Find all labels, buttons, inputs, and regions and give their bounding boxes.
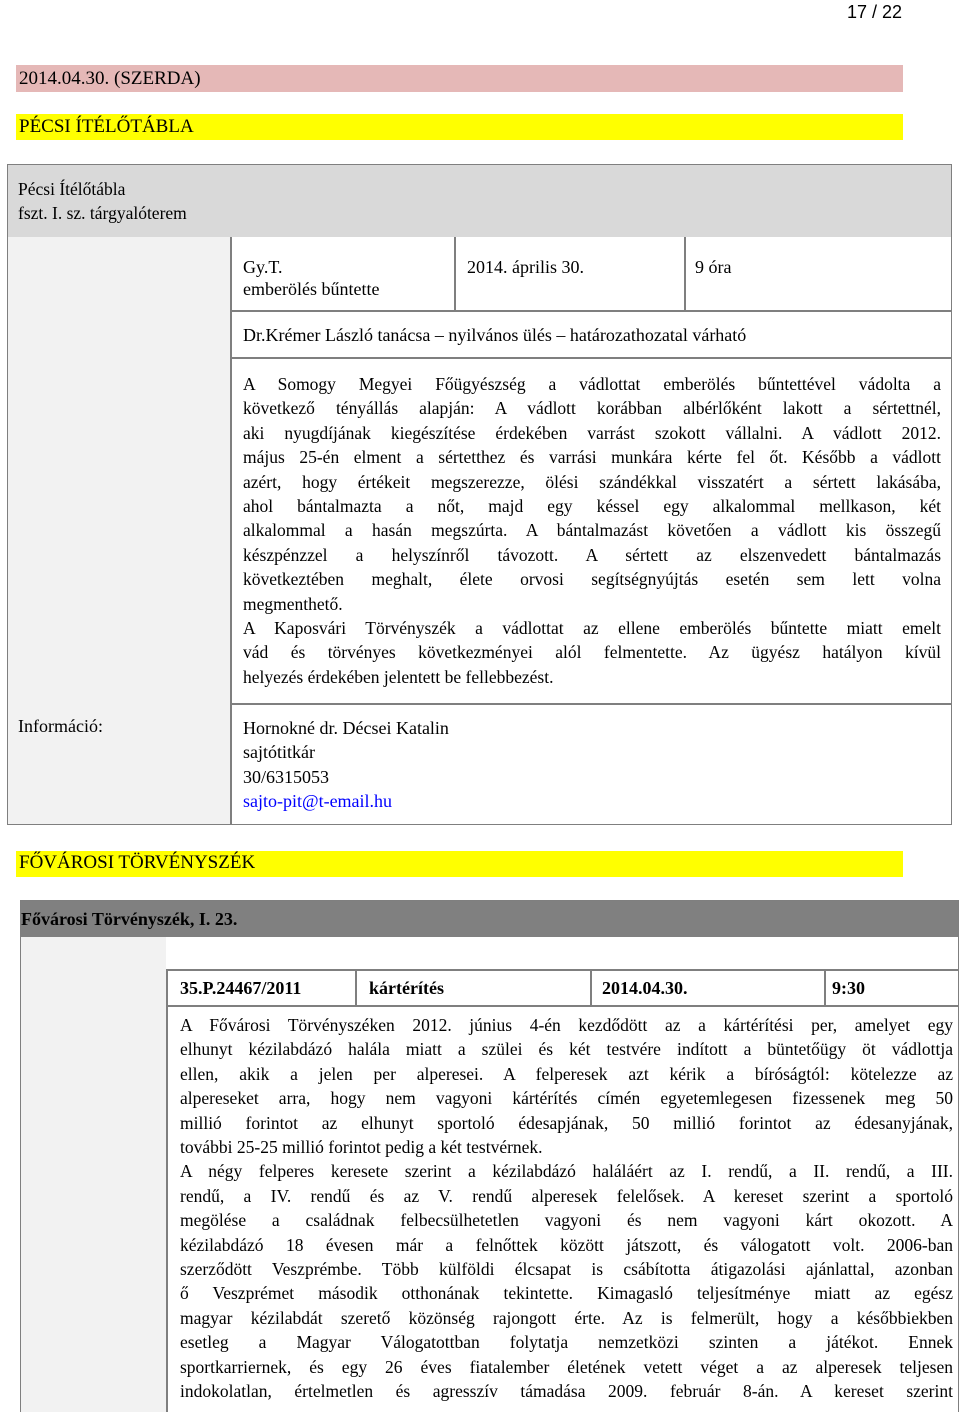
text-line: alkalommal a hasán megszúrta. A bántalmazást követően a vádlott kis összegű [243,520,941,541]
page-number: 17 / 22 [846,2,902,22]
text-line: azért, hogy értékeit megszerezze, ölési szándékkal visszatért a sértett lakásába, [243,471,941,492]
contact-role: sajtótitkár [243,742,315,763]
cell-divider [684,237,686,311]
location2-header [21,901,958,937]
case-name-line2: emberölés bűntette [243,279,380,299]
text-line: május 25-én elment a sértetthez és varrási munkára kérte fel őt. Később a vádlott [243,447,941,468]
text-line: következtében meghalt, élete orvosi segítségnyújtás esetén sem lett volna [243,569,941,590]
text-line: A Fővárosi Törvényszéken 2012. június 4-én kezdődött az a kártérítési per, amelyet egy [180,1015,953,1035]
court-heading: PÉCSI ÍTÉLŐTÁBLA [19,116,194,137]
text-line: A négy felperes keresete szerint a kézilabdázó haláláért az I. rendű, a II. rendű, a III. [180,1161,953,1182]
case2-date: 2014.04.30. [602,978,688,998]
cell-divider [166,1007,168,1412]
row-divider [230,703,952,705]
text-line: indokolatlan, értelmetlen és agresszív támadása 2009. február 8-án. A kereset szerint [180,1381,953,1402]
text-line: helyezés érdekében jelentett be fellebbezést. [243,666,554,687]
contact-phone: 30/6315053 [243,766,330,787]
date-heading: 2014.04.30. (SZERDA) [19,68,201,89]
text-line: elhunyt kézilabdázó halála miatt a szülei és két testvére indított a büntetőügy öt vádlottja [180,1039,953,1060]
contact-name: Hornokné dr. Décsei Katalin [243,718,449,738]
text-line: esetleg a Magyar Válogatottban folytatja nemzetközi szinten a játékot. Ennek [180,1332,953,1353]
text-line: további 25-25 millió forintot pedig a két testvérnek. [180,1137,543,1158]
row-divider [230,310,952,312]
text-line: kézilabdázó 18 évesen már a felnőttek között játszott, és válogatott volt. 2006-ban [180,1234,953,1255]
text-line: megmenthető. [243,593,343,614]
cell-divider [355,969,357,1007]
text-line: ahol bántalmazta a nőt, majd egy késsel egy alkalommal mellkason, két [243,496,941,517]
text-line: alpereseket arra, hogy nem vagyoni kártérítés címén egyetemlegesen fizessenek meg 50 [180,1088,953,1109]
cell-divider [824,969,826,1007]
text-line: A Kaposvári Törvényszék a vádlottat az ellene emberölés bűntette miatt emelt [243,618,941,639]
location-line2: fszt. I. sz. tárgyalóterem [18,203,187,223]
case2-description [180,1013,953,1404]
text-line: következő tényállás alapján: A vádlott korábban albérlőként lakott a sértettnél, [243,398,941,419]
text-line: A Somogy Megyei Főügyészség a vádlottat emberölés bűntettével vádolta a [243,374,941,394]
case-description [243,372,941,689]
text-line: megölése a családnak felbecsülhetetlen vagyoni és nem vagyoni kárt okozott. A [180,1210,953,1231]
text-line: sportkarriernek, és egy 26 éves fiatalember életének vetett véget a az alperesek teljesen [180,1356,953,1377]
location2: Fővárosi Törvényszék, I. 23. [21,909,238,929]
case-name-line1: Gy.T. [243,257,283,277]
text-line: aki nyugdíjának kiegészítése érdekében varrást szokott vállalni. A vádlott 2012. [243,422,941,443]
text-line: ő Veszprémet második otthonának tekintette. Kimagasló teljesítménye miatt az egész [180,1283,953,1304]
case-date: 2014. április 30. [467,257,584,277]
cell-divider [590,969,592,1007]
left-column2 [21,937,166,1412]
row-divider [230,357,952,359]
court-heading-bar [16,114,903,140]
location-line1: Pécsi Ítélőtábla [18,179,126,199]
case-time: 9 óra [695,257,732,277]
case2-time: 9:30 [832,978,865,998]
council-line: Dr.Krémer László tanácsa – nyilvános ülés – határozathozatal várható [243,325,747,345]
text-line: ellen, akik a jelen per alperesei. A felperesek azt kérik a bíróságtól: kötelezze az [180,1063,953,1084]
cell-divider [454,237,456,311]
text-line: vád és törvényes következményei alól felmentette. Az ügyész hatályon kívül [243,642,941,663]
info-label: Információ: [18,716,103,736]
location-header [8,165,951,237]
date-heading-bar [16,65,903,92]
text-line: szerződött Veszprémbe. Több külföldi élcsapat is csábította átigazolási ajánlattal, azonban [180,1259,953,1280]
contact-email-link[interactable]: sajto-pit@t-email.hu [243,791,393,812]
text-line: rendű, a IV. rendű és az V. rendű alperesek felelősek. A kereset szerint a sportoló [180,1185,953,1206]
contact-block [243,716,449,814]
text-line: készpénzzel a helyszínről távozott. A sértett az elszenvedett bántalmazás [243,544,941,565]
court2-heading-bar [16,851,903,877]
text-line: millió forintot az elhunyt sportoló édesapjának, 50 millió forintot az édesanyjának, [180,1112,953,1133]
court2-heading: FŐVÁROSI TÖRVÉNYSZÉK [19,852,256,873]
case-type: kártérítés [369,978,444,998]
text-line: magyar kézilabdát szerető közönség rajongott érte. Az is felmerült, hogy a későbbiekben [180,1307,953,1328]
case-number: 35.P.24467/2011 [180,978,302,998]
